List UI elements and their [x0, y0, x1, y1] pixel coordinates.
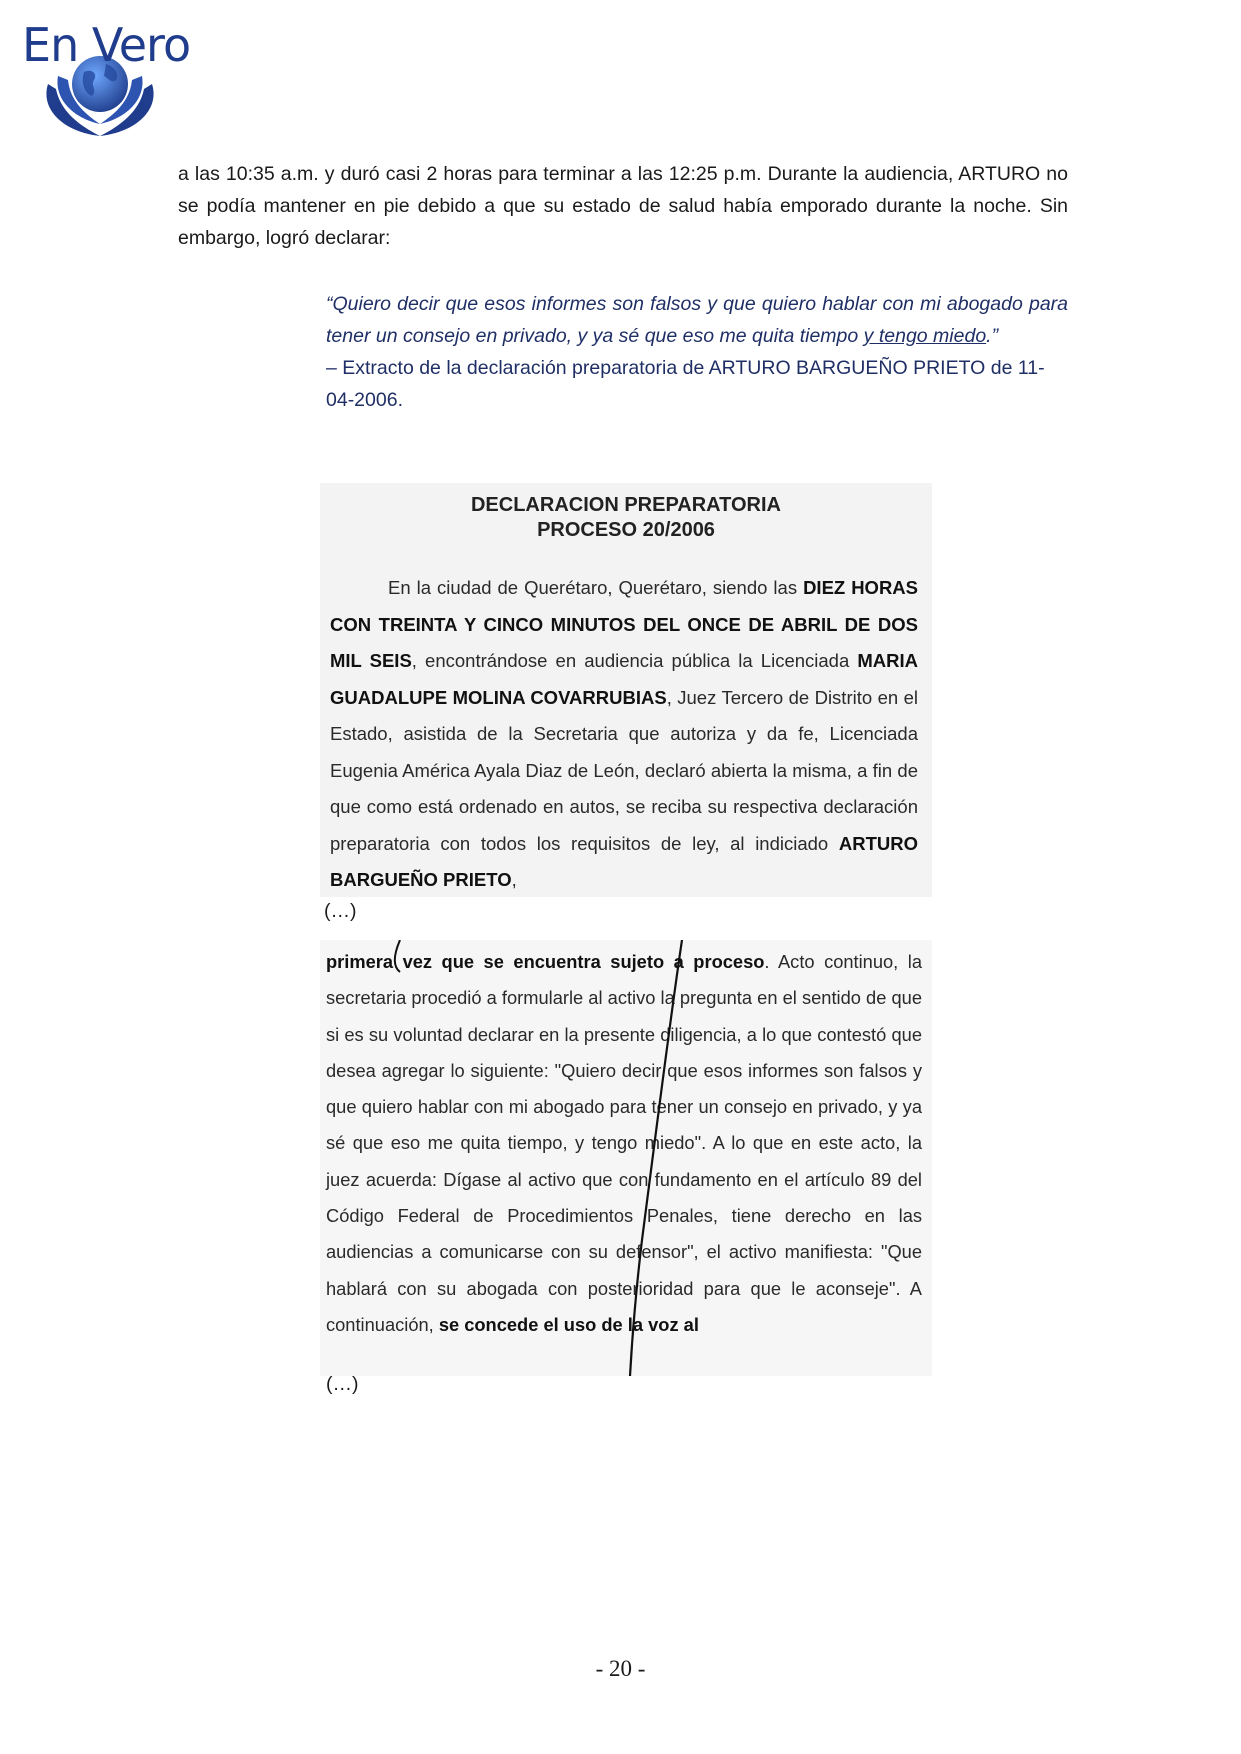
scanned-document-excerpt-2 — [320, 940, 932, 1376]
quote-end: .” — [986, 325, 999, 347]
quote-text — [326, 288, 1068, 352]
page-number: - 20 - — [595, 1656, 646, 1681]
scan2-text-1: . Acto continuo, la secretaria procedió a formularle al activo la pregunta en el sentido de que si es su voluntad declarar en la presente diligencia, a lo que contestó que desea agregar lo siguiente: "Quiero decir que esos informes son falsos y que quiero hablar con mi abogado para tener un consejo en privado, y ya sé que eso me quita tiempo, y tengo miedo". A lo que en este acto, la juez acuerda: Dígase al activo que con fundamento en el artículo 89 del Código Federal de Procedimientos Penales, tiene derecho en las audiencias a comunicarse con su defensor", el activo manifiesta: "Que hablará con su abogada con posterioridad para que le aconseje". A continuación, — [326, 951, 922, 1335]
quote-underlined: y tengo miedo — [863, 325, 987, 347]
ellipsis-2: (…) — [326, 1373, 359, 1395]
logo — [18, 14, 198, 146]
quote-source: – Extracto de la declaración preparatoria de ARTURO BARGUEÑO PRIETO de 11-04-2006. — [326, 357, 1045, 411]
quote-block — [326, 288, 1068, 416]
logo-text: En Vero — [22, 18, 191, 72]
intro-paragraph: a las 10:35 a.m. y duró casi 2 horas para terminar a las 12:25 p.m. Durante la audiencia, ARTURO no se podía mantener en pie debido a que su estado de salud había emporado durante la noche. Sin embargo, logró declarar: — [178, 163, 1068, 249]
quote-main: “Quiero decir que esos informes son falsos y que quiero hablar con mi abogado para tener un consejo en privado, y ya sé que eso me quita tiempo — [326, 293, 1068, 347]
scan1-bold-1: DIEZ HORAS CON TREINTA Y CINCO MINUTOS DEL ONCE DE ABRIL DE DOS MIL SEIS — [330, 577, 918, 671]
scanned-document-excerpt-1 — [320, 483, 932, 897]
scan-title-line-2: PROCESO 20/2006 — [537, 519, 715, 541]
scan1-text-3: , Juez Tercero de Distrito en el Estado, asistida de la Secretaria que autoriza y da fe, Licenciada Eugenia América Ayala Diaz de León, declaró abierta la misma, a fin de que como está ordenado en autos, se reciba su respectiva declaración preparatoria con todos los requisitos de ley, al indiciado — [330, 686, 918, 854]
ellipsis-1: (…) — [324, 900, 357, 922]
scan1-text-4: , — [511, 869, 517, 890]
scan1-bold-2: MARIA GUADALUPE MOLINA COVARRUBIAS — [330, 650, 918, 708]
scan1-bold-3: ARTURO BARGUEÑO PRIETO — [330, 832, 918, 890]
scan-paragraph-1 — [330, 570, 918, 899]
scan1-text-2: , encontrándose en audiencia pública la Licenciada — [411, 650, 858, 671]
scan-paragraph-2 — [326, 944, 922, 1343]
scan2-bold-2: se concede el uso de la voz al — [438, 1313, 699, 1335]
scan-title — [320, 483, 932, 543]
scan2-bold-1: primera vez que se encuentra sujeto a proceso — [326, 951, 765, 972]
scan1-text-1: En la ciudad de Querétaro, Querétaro, siendo las — [388, 577, 804, 598]
scan-title-line-1: DECLARACION PREPARATORIA — [470, 494, 781, 516]
